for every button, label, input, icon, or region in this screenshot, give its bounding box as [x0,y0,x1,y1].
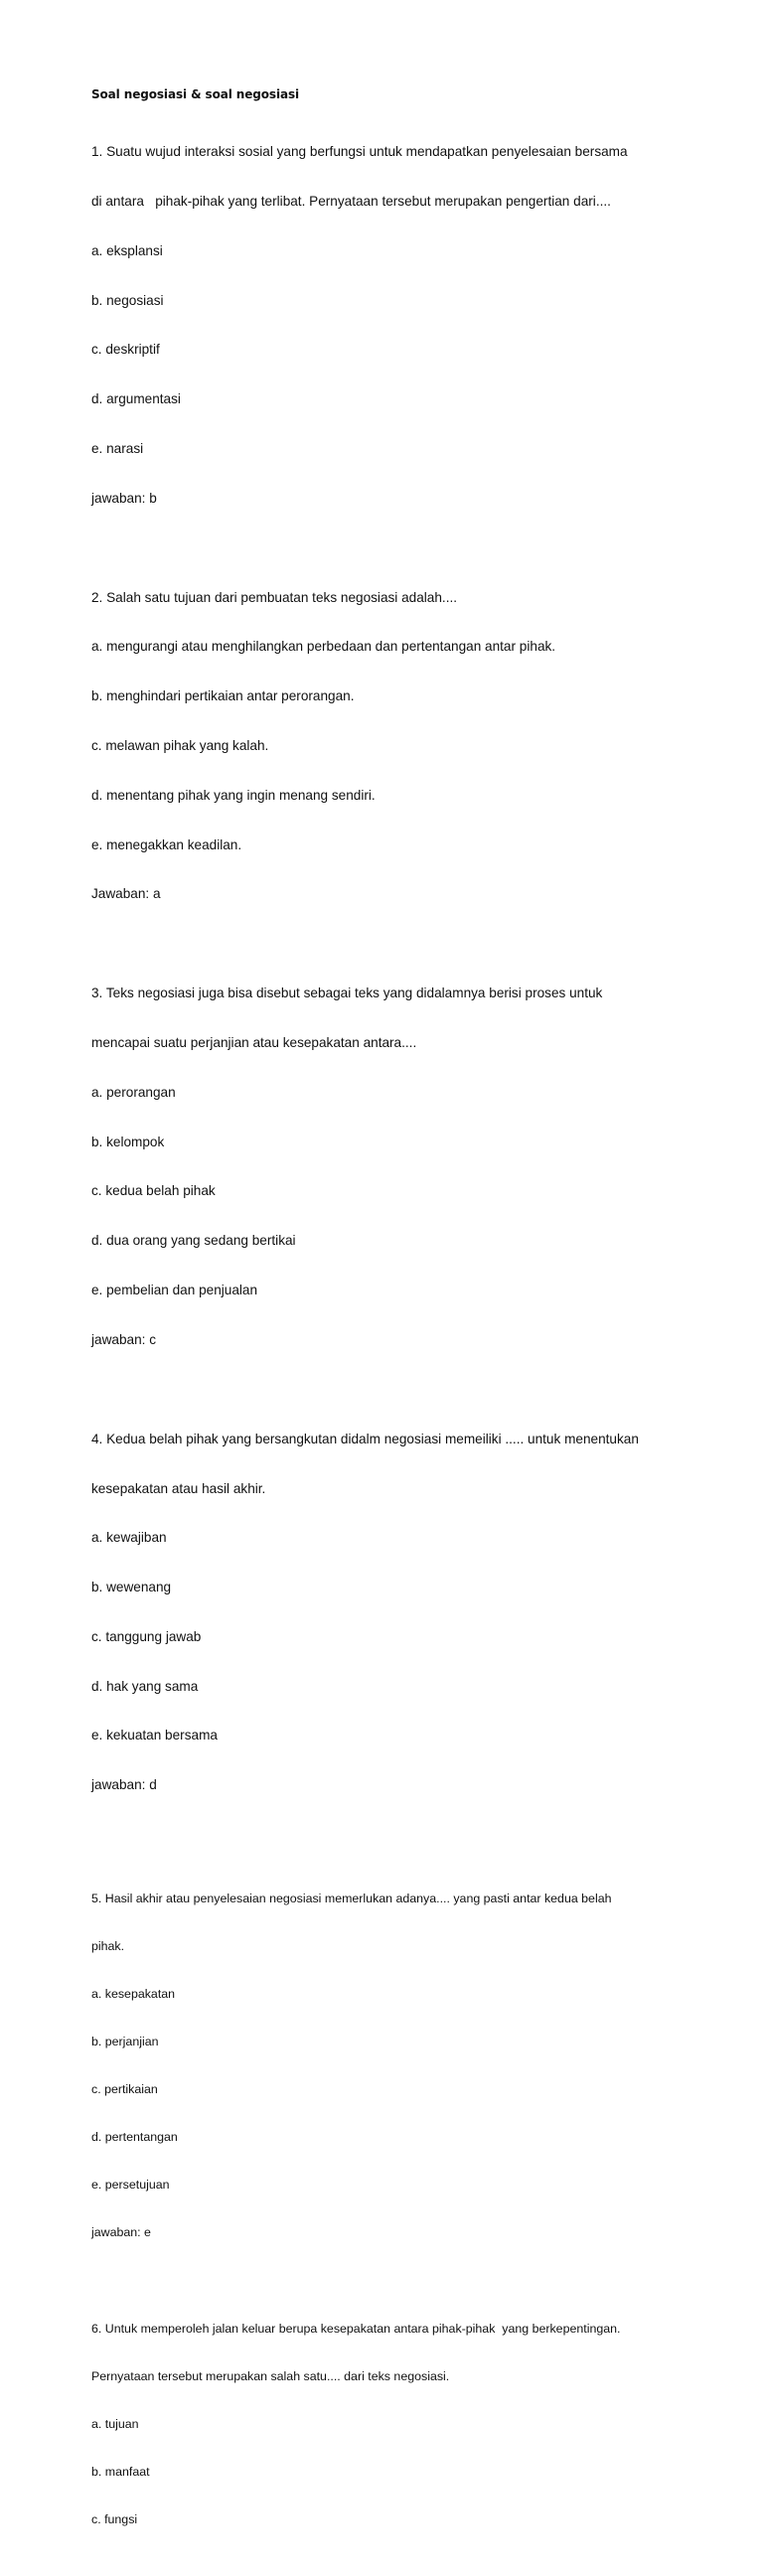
question-5-stem-line: 5. Hasil akhir atau penyelesaian negosiasi memerlukan adanya.... yang pasti antar kedua belah [91,1891,612,1905]
question-4-option-a: a. kewajiban [91,1530,167,1546]
question-1-option-a: a. eksplansi [91,242,163,258]
question-5-option-c: c. pertikaian [91,2081,158,2096]
question-2-option-b: b. menghindari pertikaian antar perorangan. [91,688,355,704]
question-2-stem-line: 2. Salah satu tujuan dari pembuatan teks negosiasi adalah.... [91,589,458,605]
question-5-option-b: b. perjanjian [91,2034,159,2048]
document-page [91,85,727,2576]
question-5-option-d: d. pertentangan [91,2129,178,2144]
question-6-option-b: b. manfaat [91,2464,150,2479]
question-1-answer: jawaban: b [91,490,157,506]
question-1-option-d: d. argumentasi [91,391,181,407]
question-2-option-c: c. melawan pihak yang kalah. [91,737,269,753]
question-4-stem-line: 4. Kedua belah pihak yang bersangkutan didalm negosiasi memeiliki ..... untuk menentukan [91,1431,639,1446]
question-1-option-b: b. negosiasi [91,292,164,308]
question-3-option-e: e. pembelian dan penjualan [91,1282,258,1297]
question-3-stem-line: mencapai suatu perjanjian atau kesepakatan antara.... [91,1035,417,1051]
question-5-answer: jawaban: e [91,2224,151,2239]
question-3 [91,953,727,1381]
question-3-stem-line: 3. Teks negosiasi juga bisa disebut sebagai teks yang didalamnya berisi proses untuk [91,985,603,1001]
question-4-option-b: b. wewenang [91,1580,172,1595]
question-2-option-a: a. mengurangi atau menghilangkan perbedaan dan pertentangan antar pihak. [91,639,556,655]
question-3-option-b: b. kelompok [91,1134,165,1149]
question-2-answer: Jawaban: a [91,886,161,902]
question-4-option-c: c. tanggung jawab [91,1628,202,1644]
question-2-option-e: e. menegakkan keadilan. [91,836,242,852]
question-4-answer: jawaban: d [91,1777,157,1793]
question-1-stem-line: di antara pihak-pihak yang terlibat. Pernyataan tersebut merupakan pengertian dari.... [91,193,611,209]
question-4-option-d: d. hak yang sama [91,1678,199,1694]
question-1-option-c: c. deskriptif [91,342,160,358]
question-5 [91,1859,727,2272]
question-1 [91,111,727,539]
question-6-option-c: c. fungsi [91,2511,138,2526]
question-6-stem-line: Pernyataan tersebut merupakan salah satu.... dari teks negosiasi. [91,2368,450,2383]
question-1-stem-line: 1. Suatu wujud interaksi sosial yang berfungsi untuk mendapatkan penyelesaian bersama [91,144,628,160]
question-5-option-a: a. kesepakatan [91,1986,176,2001]
question-3-option-c: c. kedua belah pihak [91,1183,216,1199]
question-6-stem-line: 6. Untuk memperoleh jalan keluar berupa kesepakatan antara pihak-pihak yang berkepentingan. [91,2321,621,2336]
question-5-stem-line: pihak. [91,1938,125,1953]
question-6-option-a: a. tujuan [91,2416,139,2431]
question-5-option-e: e. persetujuan [91,2177,170,2192]
question-1-option-e: e. narasi [91,440,144,456]
question-2-option-d: d. menentang pihak yang ingin menang sendiri. [91,787,376,803]
question-4 [91,1399,727,1827]
question-2 [91,556,727,936]
document-title: Soal negosiasi & soal negosiasi [91,87,300,101]
question-6 [91,2289,727,2559]
question-3-option-a: a. perorangan [91,1084,176,1100]
question-4-option-e: e. kekuatan bersama [91,1728,218,1743]
question-3-answer: jawaban: c [91,1331,156,1347]
question-4-stem-line: kesepakatan atau hasil akhir. [91,1480,266,1496]
question-3-option-d: d. dua orang yang sedang bertikai [91,1233,296,1249]
